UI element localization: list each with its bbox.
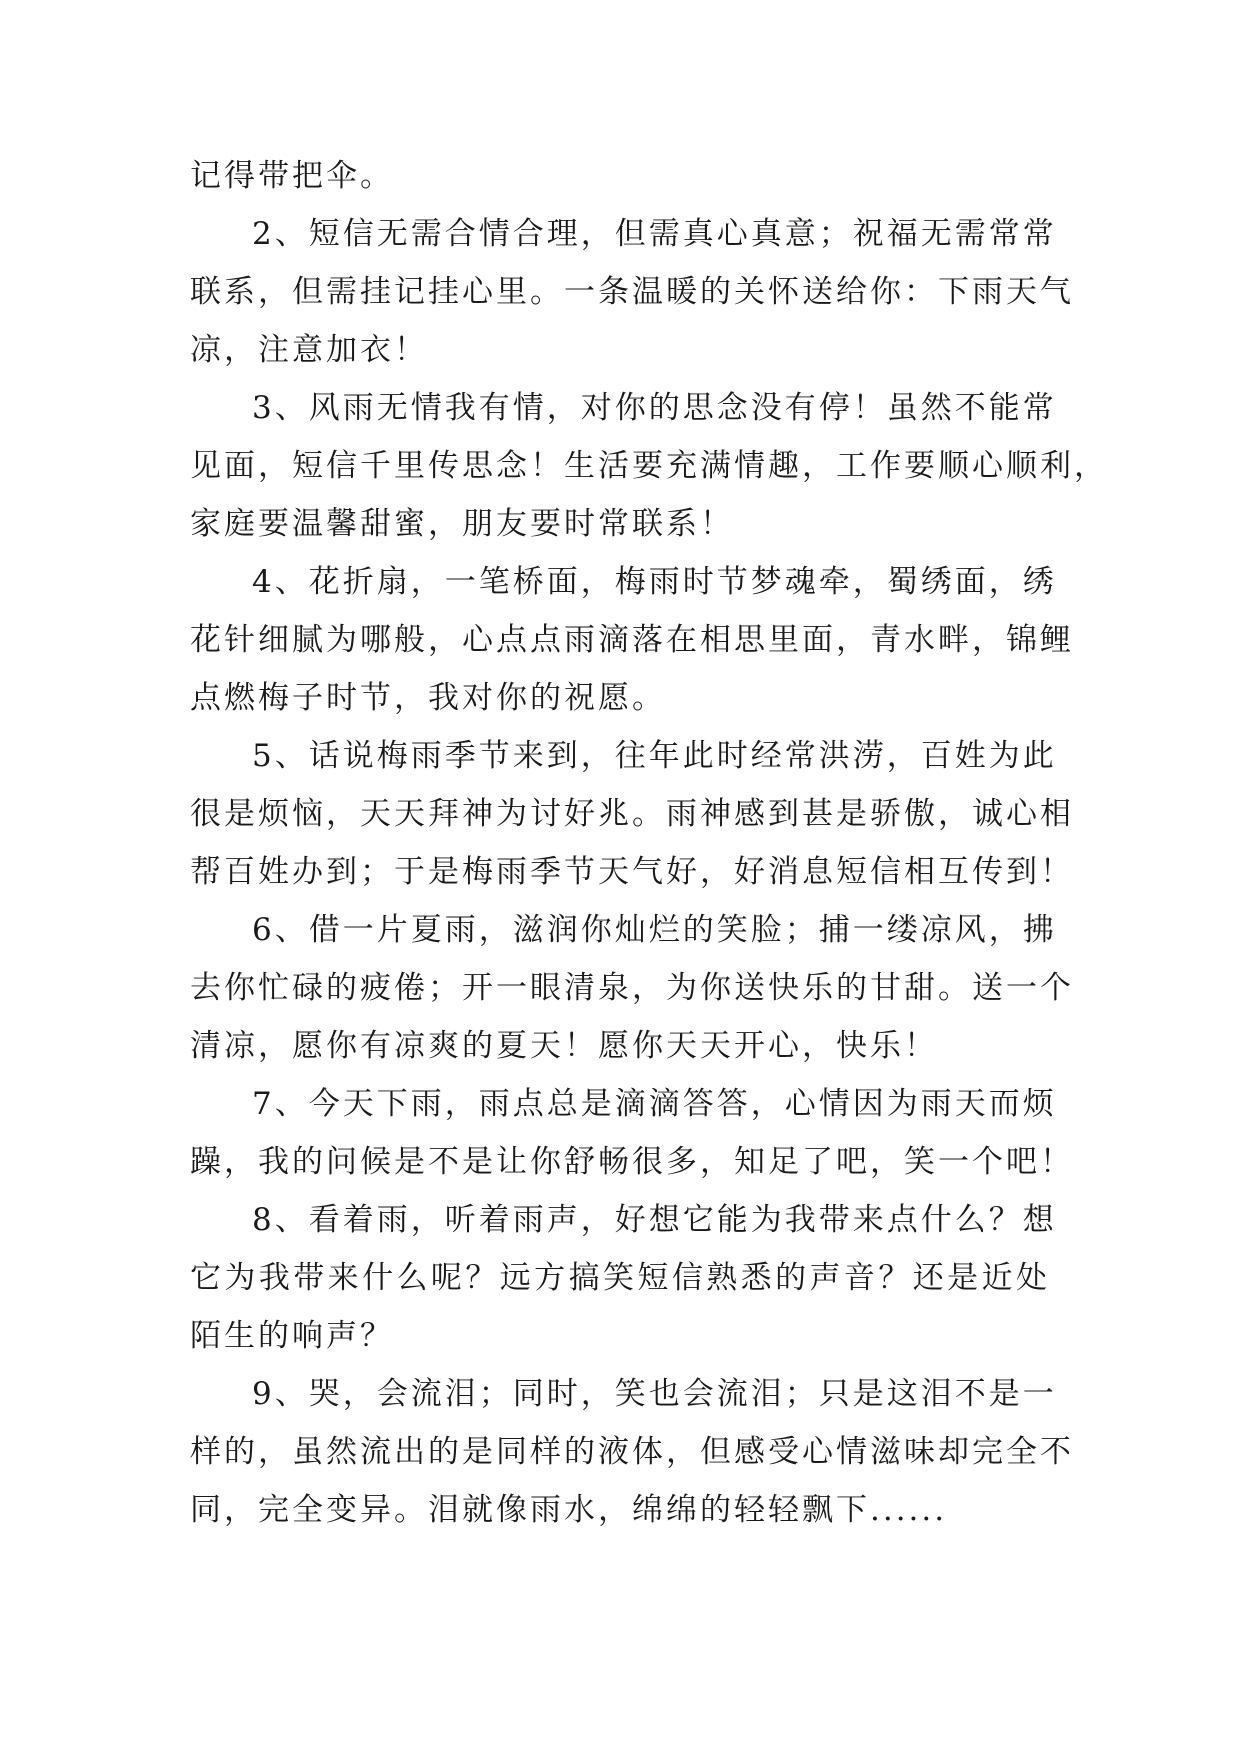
text-line: 躁，我的问候是不是让你舒畅很多，知足了吧，笑一个吧！ bbox=[190, 1144, 1074, 1180]
text-line: 陌生的响声？ bbox=[190, 1318, 394, 1354]
paragraph-item-5 bbox=[190, 727, 1074, 901]
text-line: 5、话说梅雨季节来到，往年此时经常洪涝，百姓为此 bbox=[252, 738, 1057, 774]
text-line: 家庭要温馨甜蜜，朋友要时常联系！ bbox=[190, 506, 734, 542]
text-line: 7、今天下雨，雨点总是滴滴答答，心情因为雨天而烦 bbox=[252, 1086, 1057, 1122]
text-line: 记得带把伞。 bbox=[190, 158, 394, 194]
paragraph-item-9 bbox=[190, 1365, 1074, 1539]
text-line: 样的，虽然流出的是同样的液体，但感受心情滋味却完全不 bbox=[190, 1434, 1074, 1470]
paragraph-item-6 bbox=[190, 901, 1074, 1075]
text-line: 8、看着雨，听着雨声，好想它能为我带来点什么？想 bbox=[252, 1202, 1057, 1238]
paragraph-intro-tail bbox=[190, 147, 1050, 205]
text-line: 联系，但需挂记挂心里。一条温暖的关怀送给你：下雨天气 bbox=[190, 274, 1074, 310]
document-body bbox=[190, 147, 1108, 1539]
text-line: 4、花折扇，一笔桥面，梅雨时节梦魂牵，蜀绣面，绣 bbox=[252, 564, 1057, 600]
text-line: 点燃梅子时节，我对你的祝愿。 bbox=[190, 680, 666, 716]
paragraph-item-8 bbox=[190, 1191, 1057, 1365]
text-line: 见面，短信千里传思念！生活要充满情趣，工作要顺心顺利， bbox=[190, 448, 1108, 484]
text-line: 清凉，愿你有凉爽的夏天！愿你天天开心，快乐！ bbox=[190, 1028, 938, 1064]
paragraph-item-3 bbox=[190, 379, 1108, 553]
text-line: 3、风雨无情我有情，对你的思念没有停！虽然不能常 bbox=[252, 390, 1057, 426]
text-line: 凉，注意加衣！ bbox=[190, 332, 428, 368]
paragraph-item-4 bbox=[190, 553, 1074, 727]
text-line: 很是烦恼，天天拜神为讨好兆。雨神感到甚是骄傲，诚心相 bbox=[190, 796, 1074, 832]
paragraph-item-7 bbox=[190, 1075, 1074, 1191]
text-line: 6、借一片夏雨，滋润你灿烂的笑脸；捕一缕凉风，拂 bbox=[252, 912, 1057, 948]
text-line: 同，完全变异。泪就像雨水，绵绵的轻轻飘下...... bbox=[190, 1492, 948, 1528]
text-line: 帮百姓办到；于是梅雨季节天气好，好消息短信相互传到！ bbox=[190, 854, 1074, 890]
text-line: 花针细腻为哪般，心点点雨滴落在相思里面，青水畔，锦鲤 bbox=[190, 622, 1074, 658]
paragraph-item-2 bbox=[190, 205, 1074, 379]
text-line: 2、短信无需合情合理，但需真心真意；祝福无需常常 bbox=[252, 216, 1057, 252]
text-line: 它为我带来什么呢？远方搞笑短信熟悉的声音？还是近处 bbox=[190, 1260, 1050, 1296]
text-line: 9、哭，会流泪；同时，笑也会流泪；只是这泪不是一 bbox=[252, 1376, 1057, 1412]
text-line: 去你忙碌的疲倦；开一眼清泉，为你送快乐的甘甜。送一个 bbox=[190, 970, 1074, 1006]
